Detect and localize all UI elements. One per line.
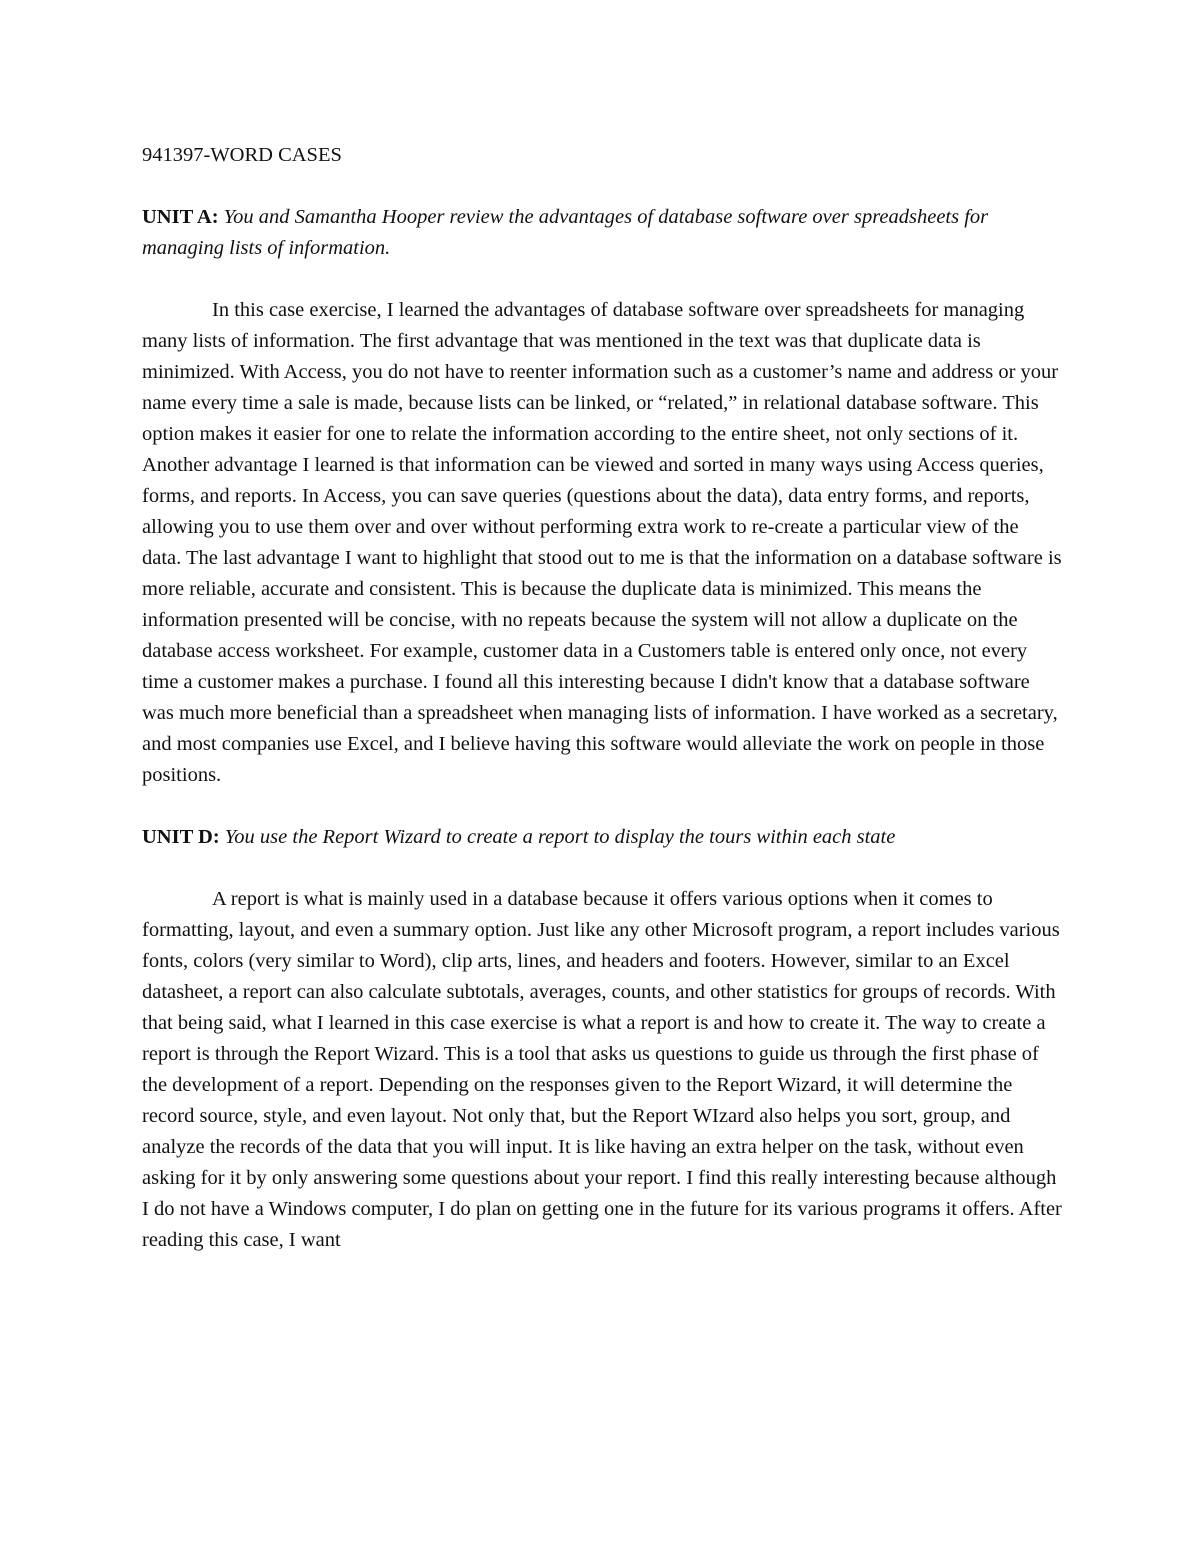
unit-a-description: You and Samantha Hooper review the advantages of database software over spreadsheets for managing lists of information. (142, 206, 989, 259)
document-title: 941397-WORD CASES (142, 144, 342, 166)
unit-d-heading (142, 822, 1062, 853)
unit-a-body: In this case exercise, I learned the advantages of database software over spreadsheets for managing many lists of information. The first advantage that was mentioned in the text was that duplicate data is minimized. With Access, you do not have to reenter information such as a customer’s name and address or your name every time a sale is made, because lists can be linked, or “related,” in relational database software. This option makes it easier for one to relate the information according to the entire sheet, not only sections of it. Another advantage I learned is that information can be viewed and sorted in many ways using Access queries, forms, and reports. In Access, you can save queries (questions about the data), data entry forms, and reports, allowing you to use them over and over without performing extra work to re-create a particular view of the data. The last advantage I want to highlight that stood out to me is that the information on a database software is more reliable, accurate and consistent. This is because the duplicate data is minimized. This means the information presented will be concise, with no repeats because the system will not allow a duplicate on the database access worksheet. For example, customer data in a Customers table is entered only once, not every time a customer makes a purchase. I found all this interesting because I didn't know that a database software was much more beneficial than a spreadsheet when managing lists of information. I have worked as a secretary, and most companies use Excel, and I believe having this software would alleviate the work on people in those positions. (142, 299, 1062, 786)
unit-d-body: A report is what is mainly used in a database because it offers various options when it comes to formatting, layout, and even a summary option. Just like any other Microsoft program, a report includes various fonts, colors (very similar to Word), clip arts, lines, and headers and footers. However, similar to an Excel datasheet, a report can also calculate subtotals, averages, counts, and other statistics for groups of records. With that being said, what I learned in this case exercise is what a report is and how to create it. The way to create a report is through the Report Wizard. This is a tool that asks us questions to guide us through the first phase of the development of a report. Depending on the responses given to the Report Wizard, it will determine the record source, style, and even layout. Not only that, but the Report WIzard also helps you sort, group, and analyze the records of the data that you will input. It is like having an extra helper on the task, without even asking for it by only answering some questions about your report. I find this really interesting because although I do not have a Windows computer, I do plan on getting one in the future for its various programs it offers. After reading this case, I want (142, 888, 1062, 1251)
document-content (142, 140, 1062, 1287)
unit-d-label: UNIT D: (142, 826, 220, 848)
unit-d-description: You use the Report Wizard to create a report to display the tours within each state (224, 826, 896, 848)
unit-a-heading (142, 202, 1062, 264)
unit-a-label: UNIT A: (142, 206, 219, 228)
